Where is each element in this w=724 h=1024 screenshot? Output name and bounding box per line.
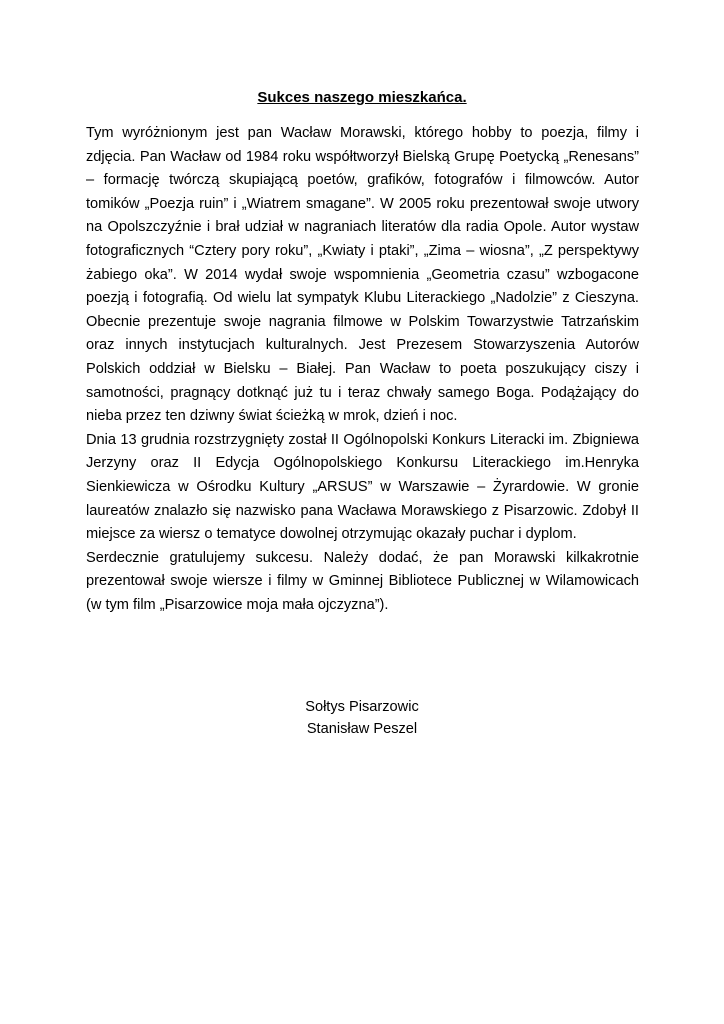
paragraph-3: Serdecznie gratulujemy sukcesu. Należy dodać, że pan Morawski kilkakrotnie prezentował swoje wiersze i filmy w Gminnej Bibliotece Publicznej w Wilamowicach (w tym film „Pisarzowice moja mała ojczyzna”). bbox=[86, 549, 639, 613]
signature-role: Sołtys Pisarzowic bbox=[305, 699, 419, 715]
paragraph-1: Tym wyróżnionym jest pan Wacław Morawski, którego hobby to poezja, filmy i zdjęcia. Pan Wacław od 1984 roku współtworzył Bielską Grupę Poetycką „Renesans” – formację twórczą skupiającą poetów, grafików, fotografów i filmowców. Autor tomików „Poezja ruin” i „Wiatrem smagane”. W 2005 roku prezentował swoje utwory na Opolszczyźnie i brał udział w nagraniach literatów dla radia Opole. Autor wystaw fotograficznych “Cztery pory roku”, „Kwiaty i ptaki”, „Zima – wiosna”, „Z perspektywy żabiego oka”. W 2014 wydał swoje wspomnienia „Geometria czasu” wzbogacone poezją i fotografią. Od wielu lat sympatyk Klubu Literackiego „Nadolzie” z Cieszyna. Obecnie prezentuje swoje nagrania filmowe w Polskim Towarzystwie Tatrzańskim oraz innych instytucjach kulturalnych. Jest Prezesem Stowarzyszenia Autorów Polskich oddział w Bielsku – Białej. Pan Wacław to poeta poszukujący ciszy i samotności, pragnący dotknąć już tu i teraz chwały samego Boga. Podążający do nieba przez ten dziwny świat ścieżką w mrok, dzień i noc. bbox=[86, 125, 639, 425]
document-body bbox=[86, 122, 639, 617]
signature-name: Stanisław Peszel bbox=[306, 721, 418, 737]
paragraph-2: Dnia 13 grudnia rozstrzygnięty został II Ogólnopolski Konkurs Literacki im. Zbigniewa Jerzyny oraz II Edycja Ogólnopolskiego Konkursu Literackiego im.Henryka Sienkiewicza w Ośrodku Kultury „ARSUS” w Warszawie – Żyrardowie. W gronie laureatów znalazło się nazwisko pana Wacława Morawskiego z Pisarzowic. Zdobył II miejsce za wiersz o tematyce dowolnej otrzymując okazały puchar i dyplom. bbox=[86, 431, 639, 543]
document-title: Sukces naszego mieszkańca. bbox=[257, 89, 467, 106]
signature-block bbox=[0, 696, 724, 740]
